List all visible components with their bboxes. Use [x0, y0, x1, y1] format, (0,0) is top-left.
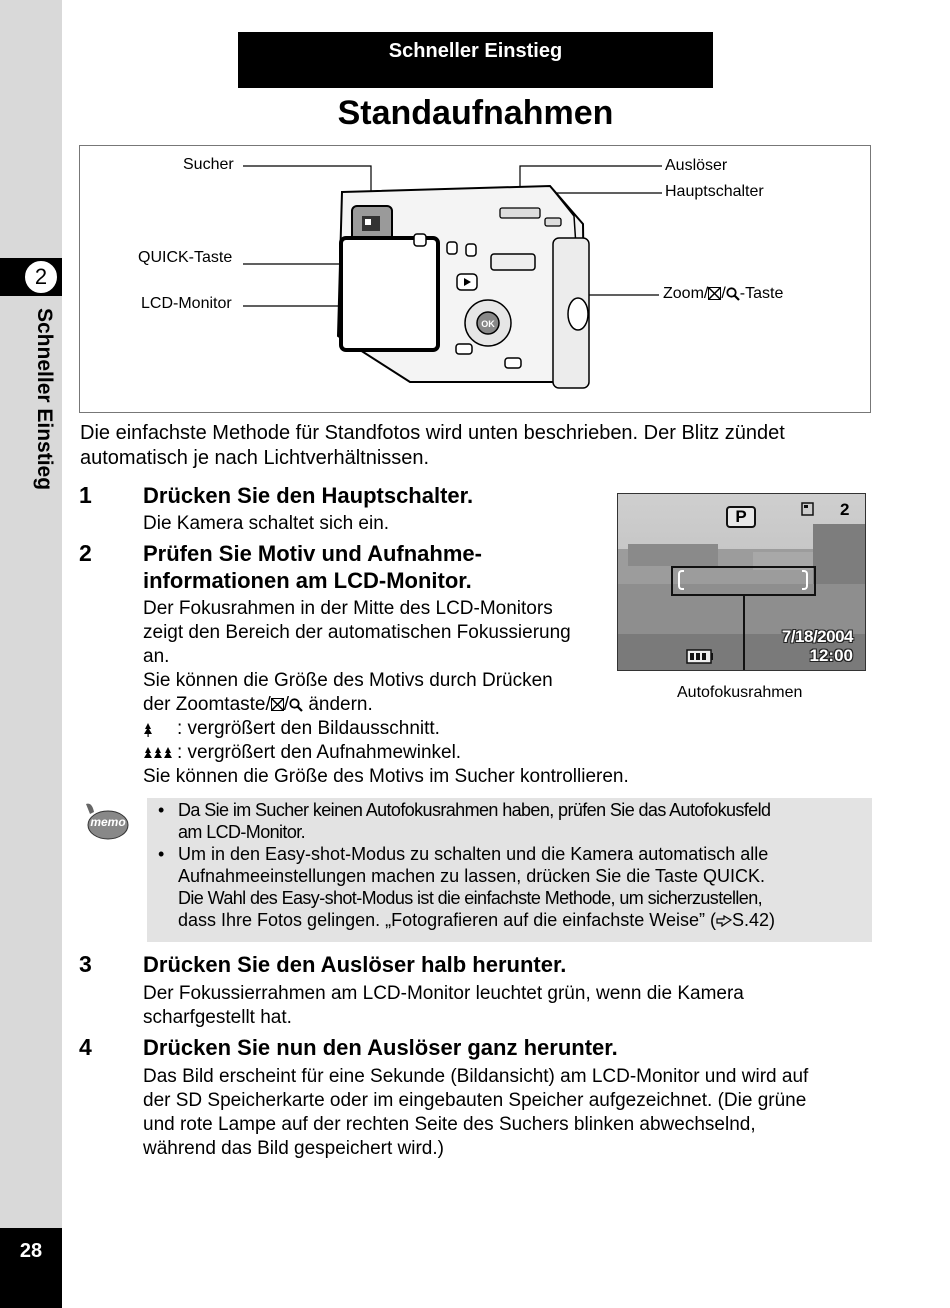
zoom-key-text: der Zoomtaste/	[143, 694, 271, 715]
step-2-body-last: Sie können die Größe des Motivs im Sucher kontrollieren.	[143, 766, 629, 787]
step-2-number: 2	[79, 540, 92, 566]
memo-item1-line2: am LCD-Monitor.	[178, 822, 306, 842]
lcd-mode-badge: P	[726, 506, 756, 528]
wide-row	[143, 741, 703, 765]
wide-trees-icon	[143, 745, 177, 761]
chapter-title-vertical: Schneller Einstieg	[33, 308, 56, 491]
svg-text:OK: OK	[481, 319, 495, 329]
memo-item2-line3: Die Wahl des Easy-shot-Modus ist die einfachste Methode, um sicherzustellen,	[178, 888, 763, 908]
lcd-date: 7/18/2004	[781, 627, 853, 646]
magnifier-icon	[289, 698, 303, 712]
wide-text: : vergrößert den Aufnahmewinkel.	[177, 742, 462, 763]
label-lcd-monitor: LCD-Monitor	[141, 295, 232, 312]
memo-item2-line1: • Um in den Easy-shot-Modus zu schalten und die Kamera automatisch alle	[178, 844, 769, 864]
step-4-body-line4: während das Bild gespeichert wird.)	[143, 1138, 444, 1159]
step-2-title	[143, 540, 482, 594]
step-4-body-line2: der SD Speicherkarte oder im eingebauten Speicher aufgezeichnet. (Die grüne	[143, 1090, 807, 1111]
chapter-number: 2	[23, 259, 59, 295]
page-number: 28	[19, 1240, 43, 1262]
intro-text: Die einfachste Methode für Standfotos wird unten beschrieben. Der Blitz zündet automatisch je nach Lichtverhältnissen.	[80, 422, 785, 469]
step-3-body-line1: Der Fokussierrahmen am LCD-Monitor leuchtet grün, wenn die Kamera	[143, 983, 744, 1004]
lcd-time: 12:00	[809, 646, 853, 665]
lcd-shots-remaining: 2	[840, 500, 850, 519]
zoom-key-sep: /	[283, 694, 290, 715]
battery-icon	[686, 649, 714, 665]
memo-box	[147, 798, 872, 942]
tele-tree-icon	[143, 721, 177, 737]
autofocus-frame	[671, 566, 816, 596]
step-2-title-line1: Prüfen Sie Motiv und Aufnahme-	[143, 541, 482, 566]
step-3-body-line2: scharfgestellt hat.	[143, 1007, 292, 1028]
memo-icon-label: memo	[90, 815, 126, 829]
lcd-caption: Autofokusrahmen	[677, 684, 803, 701]
grid-view-icon	[271, 698, 284, 711]
memo-list	[147, 798, 872, 931]
section-banner-text: Schneller Einstieg	[388, 40, 563, 62]
page-reference-icon	[716, 915, 732, 927]
step-2-body-line5	[143, 693, 613, 717]
memo-item	[178, 843, 872, 931]
memo-item2-line4-text: dass Ihre Fotos gelingen. „Fotografieren auf die einfachste Weise” (	[178, 910, 716, 930]
card-icon	[801, 502, 815, 516]
zoom-label-sep: /	[721, 285, 726, 302]
memo-icon	[82, 800, 130, 844]
step-2-body	[143, 597, 613, 717]
step-4-body-line1: Das Bild erscheint für eine Sekunde (Bildansicht) am LCD-Monitor und wird auf	[143, 1066, 809, 1087]
zoom-label-prefix: Zoom/	[663, 285, 709, 302]
step-3-title: Drücken Sie den Auslöser halb herunter.	[143, 952, 567, 977]
af-bracket-left	[678, 570, 684, 590]
step-4-body-line3: und rote Lampe auf der rechten Seite des Suchers blinken abwechselnd,	[143, 1114, 756, 1135]
step-2-zoom-list	[143, 717, 703, 789]
af-caption-leader	[743, 596, 745, 671]
af-bracket-right	[802, 570, 808, 590]
zoom-label-suffix: -Taste	[739, 285, 784, 302]
memo-item1-line1: • Da Sie im Sucher keinen Autofokusrahmen haben, prüfen Sie das Autofokusfeld	[178, 800, 771, 820]
memo-item2-line2: Aufnahmeeinstellungen machen zu lassen, drücken Sie die Taste QUICK.	[178, 866, 766, 886]
step-2-body-line4: Sie können die Größe des Motivs durch Drücken	[143, 670, 553, 691]
magnifier-icon	[726, 287, 740, 301]
step-4-title: Drücken Sie nun den Auslöser ganz herunter.	[143, 1035, 618, 1060]
label-zoom-taste	[663, 285, 783, 303]
step-1-title: Drücken Sie den Hauptschalter.	[143, 483, 474, 508]
step-4-number: 4	[79, 1034, 92, 1060]
label-ausloeser: Auslöser	[665, 157, 728, 174]
zoom-key-suffix: ändern.	[303, 694, 373, 715]
chapter-sidebar	[0, 0, 62, 1308]
step-2-body-line1: Der Fokusrahmen in der Mitte des LCD-Monitors	[143, 598, 553, 619]
label-quick-taste: QUICK-Taste	[138, 249, 233, 266]
tele-text: : vergrößert den Bildausschnitt.	[177, 718, 440, 739]
step-3-body	[143, 982, 873, 1030]
camera-figure	[79, 145, 871, 413]
step-4-body	[143, 1065, 883, 1161]
memo-item	[178, 798, 872, 843]
page-reference-link[interactable]: S.42)	[731, 910, 775, 930]
label-sucher: Sucher	[183, 156, 234, 173]
section-banner	[238, 32, 713, 88]
step-2-title-line2: informationen am LCD-Monitor.	[143, 568, 472, 593]
grid-view-icon	[708, 287, 721, 300]
step-3-number: 3	[79, 951, 92, 977]
page-title: Standaufnahmen	[337, 94, 614, 132]
step-2-body-line2: zeigt den Bereich der automatischen Fokussierung	[143, 622, 571, 643]
tele-row	[143, 717, 703, 741]
step-2-body-line3: an.	[143, 646, 170, 667]
step-1-number: 1	[79, 482, 92, 508]
lcd-preview	[617, 493, 866, 671]
step-1-body: Die Kamera schaltet sich ein.	[143, 513, 390, 534]
memo-item2-line4	[178, 909, 872, 931]
label-hauptschalter: Hauptschalter	[665, 183, 764, 200]
